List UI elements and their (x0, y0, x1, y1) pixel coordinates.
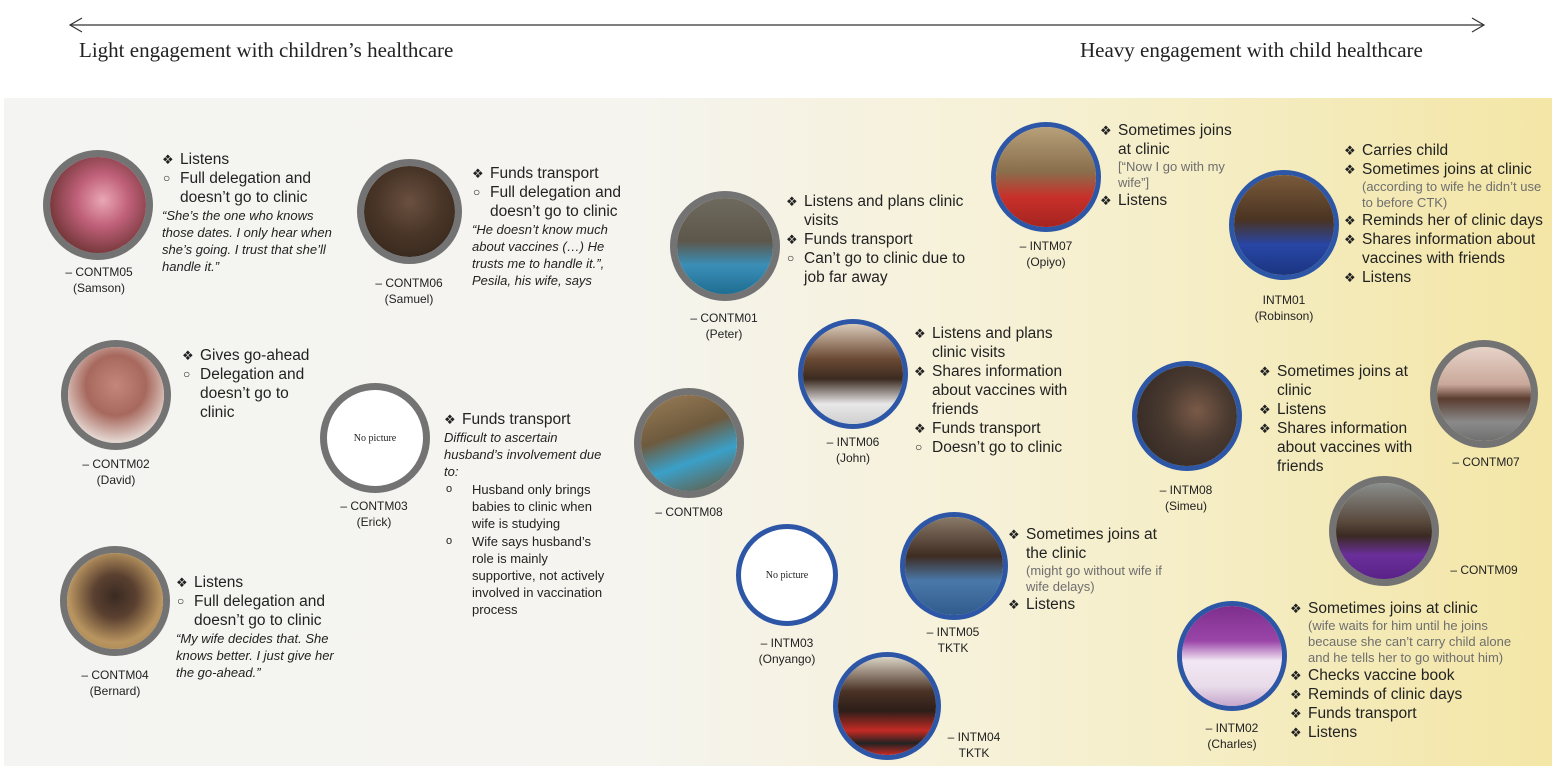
intm01-notes: ❖ Carries child ❖ Sometimes joins at clinic (according to wife he didn’t use to before CTK) ❖ Reminds her of clinic days ❖ Shares information about vaccines with friends ❖ Listens (1344, 141, 1554, 287)
contm04-notes: ❖ Listens ○ Full delegation and doesn’t go to clinic “My wife decides that. She knows better. I just give her the go-ahead.” (176, 573, 351, 681)
intm02-caption: – INTM02 (Charles) (1205, 721, 1259, 751)
contm01-photo (670, 191, 780, 301)
contm02-caption: – CONTM02 (David) (82, 457, 150, 487)
contm07-caption: – CONTM07 (1452, 455, 1520, 469)
intm06-caption: – INTM06 (John) (826, 435, 880, 465)
intm01-caption: INTM01 (Robinson) (1254, 293, 1314, 323)
contm05-notes: ❖ Listens ○ Full delegation and doesn’t go to clinic “She’s the one who knows those dates. I only hear when she’s going. I trust that she’ll handle it.” (162, 150, 337, 275)
intm06-notes: ❖ Listens and plans clinic visits ❖ Shares information about vaccines with friends ❖ Funds transport ○ Doesn’t go to clinic (914, 324, 1084, 457)
intm06-photo (798, 319, 908, 429)
contm07-photo (1430, 340, 1538, 448)
contm06-caption: – CONTM06 (Samuel) (375, 276, 443, 306)
contm03-photo (320, 383, 430, 493)
contm01-caption: – CONTM01 (Peter) (690, 311, 758, 341)
contm04-caption: – CONTM04 (Bernard) (81, 668, 149, 698)
contm06-notes: ❖ Funds transport ○ Full delegation and doesn’t go to clinic “He doesn’t know much about vaccines (…) He trusts me to handle it.”, Pesila, his wife, says (472, 164, 637, 289)
contm08-photo (634, 388, 744, 498)
intm05-photo (900, 512, 1008, 620)
intm05-caption: – INTM05 TKTK (926, 625, 980, 655)
intm02-notes: ❖ Sometimes joins at clinic (wife waits for him until he joins because she can’t carry child alone and he tells her to go without him) ❖ Checks vaccine book ❖ Reminds of clinic days ❖ Funds transport ❖ Listens (1290, 599, 1530, 742)
intm07-caption: – INTM07 (Opiyo) (1019, 239, 1073, 269)
intm08-photo (1132, 361, 1242, 471)
intm01-photo (1229, 170, 1339, 280)
contm09-photo (1329, 476, 1439, 586)
contm03-caption: – CONTM03 (Erick) (340, 499, 408, 529)
intm07-photo (991, 122, 1101, 232)
intm05-notes: ❖ Sometimes joins at the clinic (might go without wife if wife delays) ❖ Listens (1008, 525, 1178, 614)
contm05-caption: – CONTM05 (Samson) (65, 265, 133, 295)
contm01-notes: ❖ Listens and plans clinic visits ❖ Funds transport ○ Can’t go to clinic due to job far away (786, 192, 971, 287)
engagement-spectrum-panel (4, 98, 1552, 766)
contm05-photo (43, 150, 153, 260)
intm03-photo (736, 524, 838, 626)
light-engagement-label: Light engagement with children’s healthcare (79, 38, 454, 62)
intm08-caption: – INTM08 (Simeu) (1159, 483, 1213, 513)
intm07-notes: ❖ Sometimes joins at clinic [“Now I go with my wife”] ❖ Listens (1100, 121, 1235, 210)
contm04-photo (60, 546, 170, 656)
contm06-photo (357, 159, 462, 264)
intm02-photo (1177, 601, 1287, 711)
contm03-no-picture: No picture (353, 432, 397, 444)
intm08-notes: ❖ Sometimes joins at clinic ❖ Listens ❖ Shares information about vaccines with friends (1259, 362, 1429, 476)
contm03-notes: ❖ Funds transport Difficult to ascertain husband’s involvement due to: o Husband only brings babies to clinic when wife is studying o Wife says husband’s role is mainly supportive, not actively involved in vaccination process (444, 410, 614, 618)
intm03-caption: – INTM03 (Onyango) (758, 636, 816, 666)
heavy-engagement-label: Heavy engagement with child healthcare (1080, 38, 1423, 62)
contm08-caption: – CONTM08 (655, 505, 723, 519)
intm03-no-picture: No picture (765, 569, 809, 581)
contm02-photo (61, 340, 171, 450)
contm09-caption: – CONTM09 (1450, 563, 1518, 577)
intm04-caption: – INTM04 TKTK (947, 730, 1001, 760)
contm02-notes: ❖ Gives go-ahead ○ Delegation and doesn’t go to clinic (182, 346, 327, 422)
